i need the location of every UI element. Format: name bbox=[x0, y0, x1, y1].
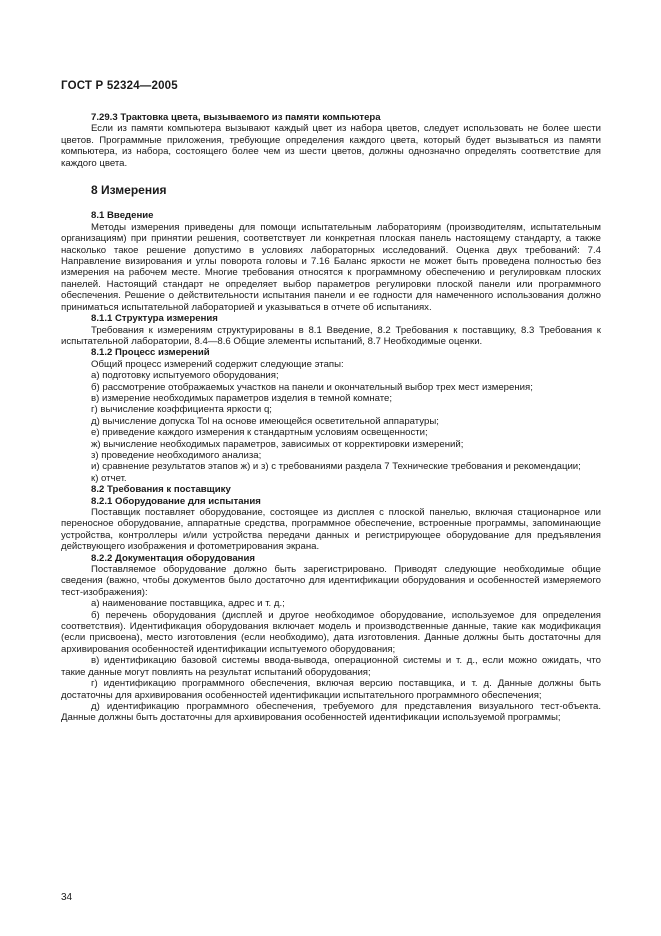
paragraph-7-29-3: Если из памяти компьютера вызывают каждый цвет из набора цветов, следует использовать не более шести цветов. Программные приложения, требующие определения каждого цвета, который будет вызываться из памяти компьютера, из набора, состоящего более чем из шести цветов, должны однозначно определять соответствие для каждого цвета. bbox=[61, 123, 601, 169]
heading-8-2-2: 8.2.2 Документация оборудования bbox=[91, 552, 255, 564]
list-item: и) сравнение результатов этапов ж) и з) с требованиями раздела 7 Технические требования и рекомендации; bbox=[91, 461, 581, 473]
list-item: з) проведение необходимого анализа; bbox=[91, 449, 262, 461]
list-item: ж) вычисление необходимых параметров, зависимых от корректировки измерений; bbox=[91, 438, 464, 450]
paragraph-8-1-2-intro: Общий процесс измерений содержит следующие этапы: bbox=[91, 358, 344, 370]
list-item: а) наименование поставщика, адрес и т. д.; bbox=[91, 598, 285, 610]
heading-8-1-2: 8.1.2 Процесс измерений bbox=[91, 347, 210, 359]
list-item: д) идентификацию программного обеспечения, требуемого для представления визуального тест-объекта. Данные должны быть достаточны для архивирования особенностей идентификации используемой программы; bbox=[61, 700, 601, 724]
section-8-title: 8 Измерения bbox=[91, 183, 167, 198]
list-item: в) идентификацию базовой системы ввода-вывода, операционной системы и т. д., если можно ожидать, что такие данные могут повлиять на результат испытаний оборудования; bbox=[61, 655, 601, 678]
heading-8-1-1: 8.1.1 Структура измерения bbox=[91, 313, 218, 325]
paragraph-8-2-2: Поставляемое оборудование должно быть зарегистрировано. Приводят следующие необходимые общие сведения (важно, чтобы документов было достаточно для идентификации оборудования и особенностей измеряемого тест-изображения): bbox=[61, 564, 601, 598]
page-number: 34 bbox=[61, 892, 73, 903]
heading-8-2-1: 8.2.1 Оборудование для испытания bbox=[91, 495, 261, 507]
heading-8-2: 8.2 Требования к поставщику bbox=[91, 484, 231, 496]
paragraph-8-1-1: Требования к измерениям структурированы в 8.1 Введение, 8.2 Требования к поставщику, 8.3 Требования к испытательной лаборатории, 8.4—8.6 Общие элементы испытаний, 8.7 Необходимые оценки. bbox=[61, 324, 601, 347]
heading-7-29-3: 7.29.3 Трактовка цвета, вызываемого из памяти компьютера bbox=[91, 112, 381, 123]
page-content bbox=[61, 112, 601, 724]
list-item: к) отчет. bbox=[91, 472, 127, 484]
list-item: д) вычисление допуска Tol на основе имеющейся осветительной аппаратуры; bbox=[91, 415, 439, 427]
list-item: в) измерение необходимых параметров изделия в темной комнате; bbox=[91, 392, 393, 404]
list-item: а) подготовку испытуемого оборудования; bbox=[91, 370, 279, 382]
list-item: г) вычисление коэффициента яркости q; bbox=[91, 404, 272, 416]
heading-8-1: 8.1 Введение bbox=[91, 210, 154, 222]
list-item: г) идентификацию программного обеспечения, включая версию поставщика, и т. д. Данные должны быть достаточны для архивирования особенностей идентификации испытательного программного обеспечения; bbox=[61, 678, 601, 701]
paragraph-8-1: Методы измерения приведены для помощи испытательным лабораториям (производителям, испытательным организациям) при принятии решения, соответствует ли конкретная плоская панель настоящему стандарту, а также насколько такое решение допустимо в условиях лабораторных исследований. Оценка двух требований: 7.4 Направление визирования и углы поворота головы и 7.16 Баланс яркости не может быть проведена полностью без измерения на рабочем месте. Многие требования относятся к программному обеспечению и регулировкам плоских панелей. Настоящий стандарт не определяет выбор параметров регулировки плоской панели или программного обеспечения. Решение о действительности испытания панели и ее годности для намеченного использования должно приниматься испытательной лабораторией и указываться в отчете об испытаниях. bbox=[61, 221, 601, 313]
list-item: е) приведение каждого измерения к стандартным условиям освещенности; bbox=[91, 427, 428, 439]
paragraph-8-2-1: Поставщик поставляет оборудование, состоящее из дисплея с плоской панелью, включая стационарное или переносное оборудование, аппаратные средства, программное обеспечение, встроенные программы, запоминающие устройства, контроллеры и/или устройства передачи данных и регистрирующее оборудование для предъявления действующего изображения и фотометрирования экрана. bbox=[61, 507, 601, 553]
list-item: б) перечень оборудования (дисплей и другое необходимое оборудование, используемое для определения соответствия). Идентификация оборудования включает модель и производственные данные, такие как модификация (если присвоена), место изготовления (если необходимо), дата изготовления. Данные должны быть достаточны для архивирования особенностей идентификации испытуемого оборудования; bbox=[61, 609, 601, 655]
page-header: ГОСТ Р 52324—2005 bbox=[61, 80, 178, 92]
list-item: б) рассмотрение отображаемых участков на панели и окончательный выбор трех мест измерения; bbox=[91, 381, 533, 393]
